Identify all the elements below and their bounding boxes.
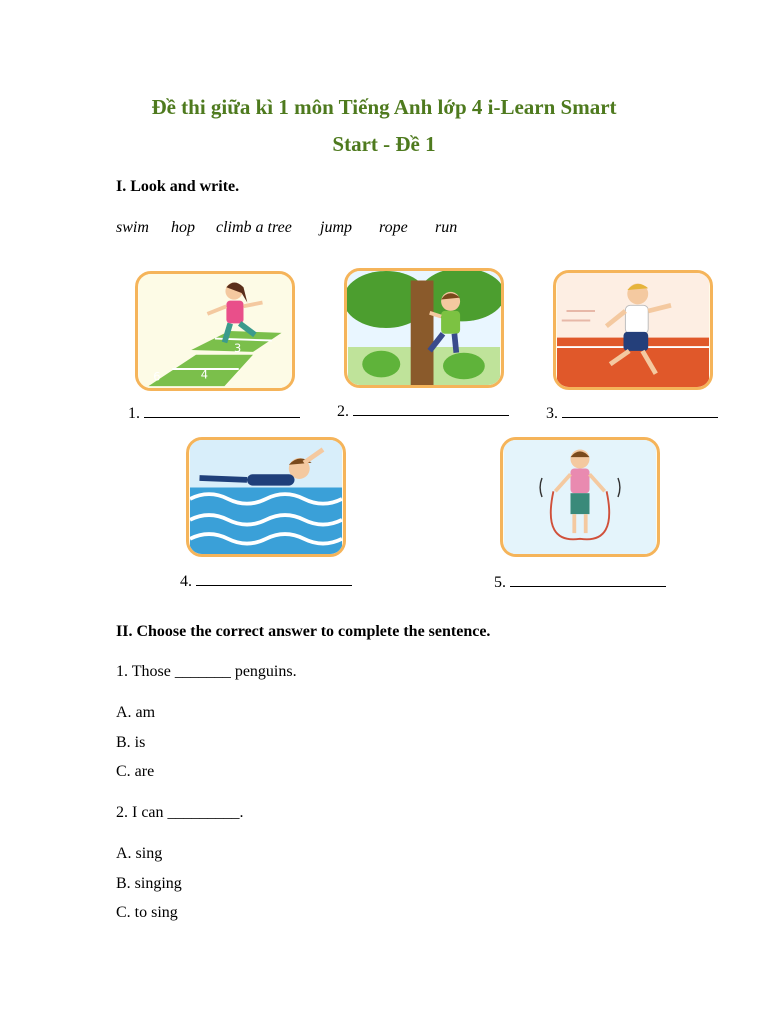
option-b: B. singing bbox=[116, 875, 182, 892]
section-2-heading: II. Choose the correct answer to complete the sentence. bbox=[116, 623, 491, 640]
girl-hopscotch-image bbox=[135, 271, 295, 391]
word-bank-item: jump bbox=[320, 219, 352, 236]
svg-text:3: 3 bbox=[234, 340, 242, 355]
page-title: Đề thi giữa kì 1 môn Tiếng Anh lớp 4 i-Learn Smart bbox=[151, 95, 617, 119]
page-title-line-2: Start - Đề 1 bbox=[332, 132, 436, 156]
option-c: C. to sing bbox=[116, 904, 178, 921]
girl-jumping-rope-image bbox=[500, 437, 660, 557]
answer-blank-5[interactable] bbox=[494, 574, 666, 592]
answer-blank-1[interactable] bbox=[128, 405, 300, 423]
word-bank-item: hop bbox=[171, 219, 195, 236]
svg-text:4: 4 bbox=[200, 367, 208, 382]
question-2: 2. I can _________. bbox=[116, 804, 244, 821]
item-number: 2. bbox=[337, 403, 349, 420]
word-bank-item: rope bbox=[379, 219, 408, 236]
option-a: A. am bbox=[116, 704, 156, 721]
question-1: 1. Those _______ penguins. bbox=[116, 663, 297, 680]
girl-swimming-image bbox=[186, 437, 346, 557]
answer-blank-2[interactable] bbox=[337, 403, 509, 421]
word-bank-item: swim bbox=[116, 219, 149, 236]
word-bank-item: climb a tree bbox=[216, 219, 292, 236]
item-number: 3. bbox=[546, 405, 558, 422]
svg-text:6: 6 bbox=[153, 369, 161, 384]
item-number: 1. bbox=[128, 405, 140, 422]
word-bank-item: run bbox=[435, 219, 458, 236]
option-c: C. are bbox=[116, 763, 155, 780]
section-1-heading: I. Look and write. bbox=[116, 178, 240, 195]
answer-blank-4[interactable] bbox=[180, 573, 352, 591]
boy-climbing-tree-image bbox=[344, 268, 504, 388]
item-number: 5. bbox=[494, 574, 506, 591]
option-b: B. is bbox=[116, 734, 146, 751]
option-a: A. sing bbox=[116, 845, 163, 862]
answer-blank-3[interactable] bbox=[546, 405, 718, 423]
item-number: 4. bbox=[180, 573, 192, 590]
boy-running-image bbox=[553, 270, 713, 390]
